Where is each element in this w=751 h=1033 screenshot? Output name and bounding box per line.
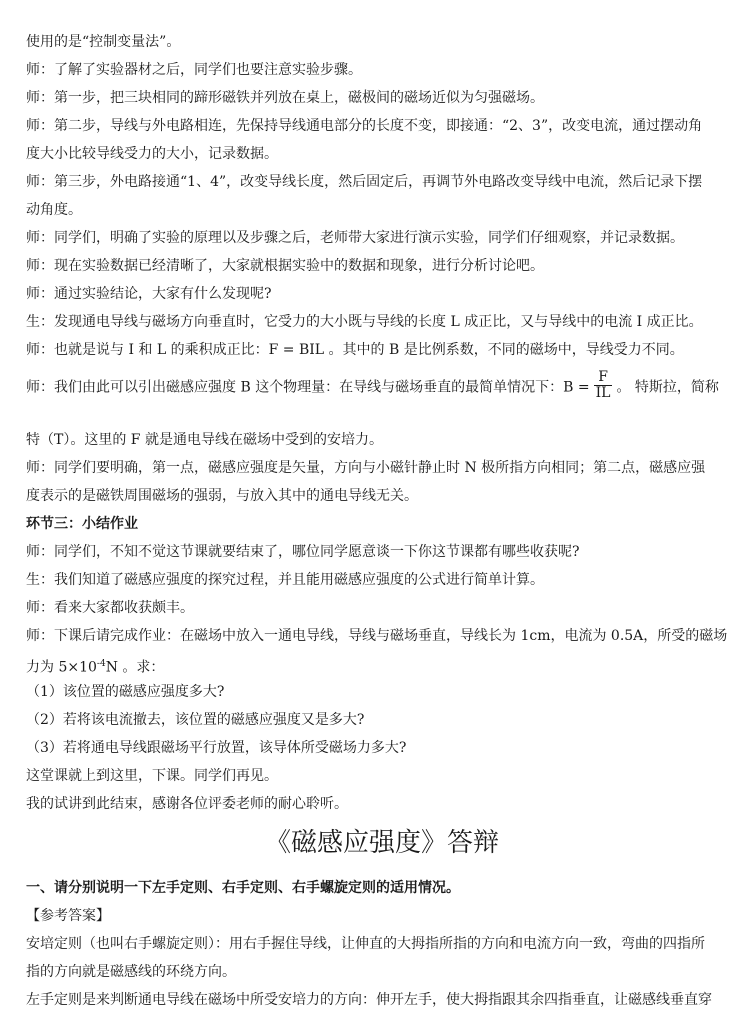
question-heading: 一、请分别说明一下左手定则、右手定则、右手螺旋定则的适用情况。 — [26, 880, 460, 896]
text-line: 师：了解了实验器材之后，同学们也要注意实验步骤。 — [26, 62, 362, 78]
text-line: 师：下课后请完成作业：在磁场中放入一通电导线，导线与磁场垂直，导线长为 1cm，电流为 0.5A，所受的磁场 — [26, 628, 728, 644]
section-heading: 环节三：小结作业 — [26, 516, 138, 532]
text-line: 我的试讲到此结束，感谢各位评委老师的耐心聆听。 — [26, 796, 348, 812]
text-line: 师：也就是说与 I 和 L 的乘积成正比：F = BIL 。其中的 B 是比例系数，不同的磁场中，导线受力不同。 — [26, 342, 684, 358]
fraction-denominator: IL — [595, 385, 611, 401]
force-line — [26, 654, 164, 678]
text-line: （1）该位置的磁感应强度多大? — [26, 684, 225, 700]
text-line: 使用的是“控制变量法”。 — [26, 34, 181, 50]
text-line: 安培定则（也叫右手螺旋定则）：用右手握住导线，让伸直的大拇指所指的方向和电流方向一致，弯曲的四指所 — [26, 936, 705, 952]
section-title: 《磁感应强度》答辩 — [264, 828, 499, 858]
text-line: 师：第二步，导线与外电路相连，先保持导线通电部分的长度不变，即接通：“2、3”，改变电流，通过摆动角 — [26, 118, 703, 134]
text-line: 度大小比较导线受力的大小，记录数据。 — [26, 146, 278, 162]
text-line: 左手定则是来判断通电导线在磁场中所受安培力的方向：伸开左手，使大拇指跟其余四指垂直，让磁感线垂直穿 — [26, 992, 712, 1008]
text-line: 度表示的是磁铁周围磁场的强弱，与放入其中的通电导线无关。 — [26, 488, 418, 504]
text-line: 师：通过实验结论，大家有什么发现呢? — [26, 286, 272, 302]
formula-line — [26, 369, 719, 403]
text-line: 指的方向就是磁感线的环绕方向。 — [26, 964, 236, 980]
text-line: （3）若将通电导线跟磁场平行放置，该导体所受磁场力多大? — [26, 740, 407, 756]
text-line: 特（T）。这里的 F 就是通电导线在磁场中受到的安培力。 — [26, 432, 383, 448]
text-line: 师：现在实验数据已经清晰了，大家就根据实验中的数据和现象，进行分析讨论吧。 — [26, 258, 544, 274]
force-after: N 。求： — [105, 659, 165, 676]
text-line: 生：发现通电导线与磁场方向垂直时，它受力的大小既与导线的长度 L 成正比，又与导线中的电流 I 成正比。 — [26, 314, 703, 330]
text-line: 这堂课就上到这里，下课。同学们再见。 — [26, 768, 278, 784]
text-line: 师：同学们，明确了实验的原理以及步骤之后，老师带大家进行演示实验，同学们仔细观察，并记录数据。 — [26, 230, 684, 246]
formula-before: 师：我们由此可以引出磁感应强度 B 这个物理量：在导线与磁场垂直的最简单情况下：B = — [26, 379, 590, 396]
text-line: （2）若将该电流撤去，该位置的磁感应强度又是多大? — [26, 712, 365, 728]
text-line: 师：第三步，外电路接通“1、4”，改变导线长度，然后固定后，再调节外电路改变导线中电流，然后记录下摆 — [26, 174, 703, 190]
formula-after: 。 特斯拉，简称 — [616, 379, 719, 396]
force-exponent: -4 — [96, 659, 106, 669]
force-before: 力为 5×10 — [26, 659, 97, 676]
reference-answer-label: 【参考答案】 — [26, 908, 110, 924]
text-line: 生：我们知道了磁感应强度的探究过程，并且能用磁感应强度的公式进行简单计算。 — [26, 572, 544, 588]
text-line: 师：第一步，把三块相同的蹄形磁铁并列放在桌上，磁极间的磁场近似为匀强磁场。 — [26, 90, 544, 106]
text-line: 动角度。 — [26, 202, 82, 218]
text-line: 师：看来大家都收获颇丰。 — [26, 600, 194, 616]
text-line: 师：同学们要明确，第一点，磁感应强度是矢量，方向与小磁针静止时 N 极所指方向相同；第二点，磁感应强 — [26, 460, 706, 476]
b-fraction — [594, 370, 613, 401]
text-line: 师：同学们，不知不觉这节课就要结束了，哪位同学愿意谈一下你这节课都有哪些收获呢? — [26, 544, 580, 560]
fraction-numerator: F — [594, 370, 613, 386]
